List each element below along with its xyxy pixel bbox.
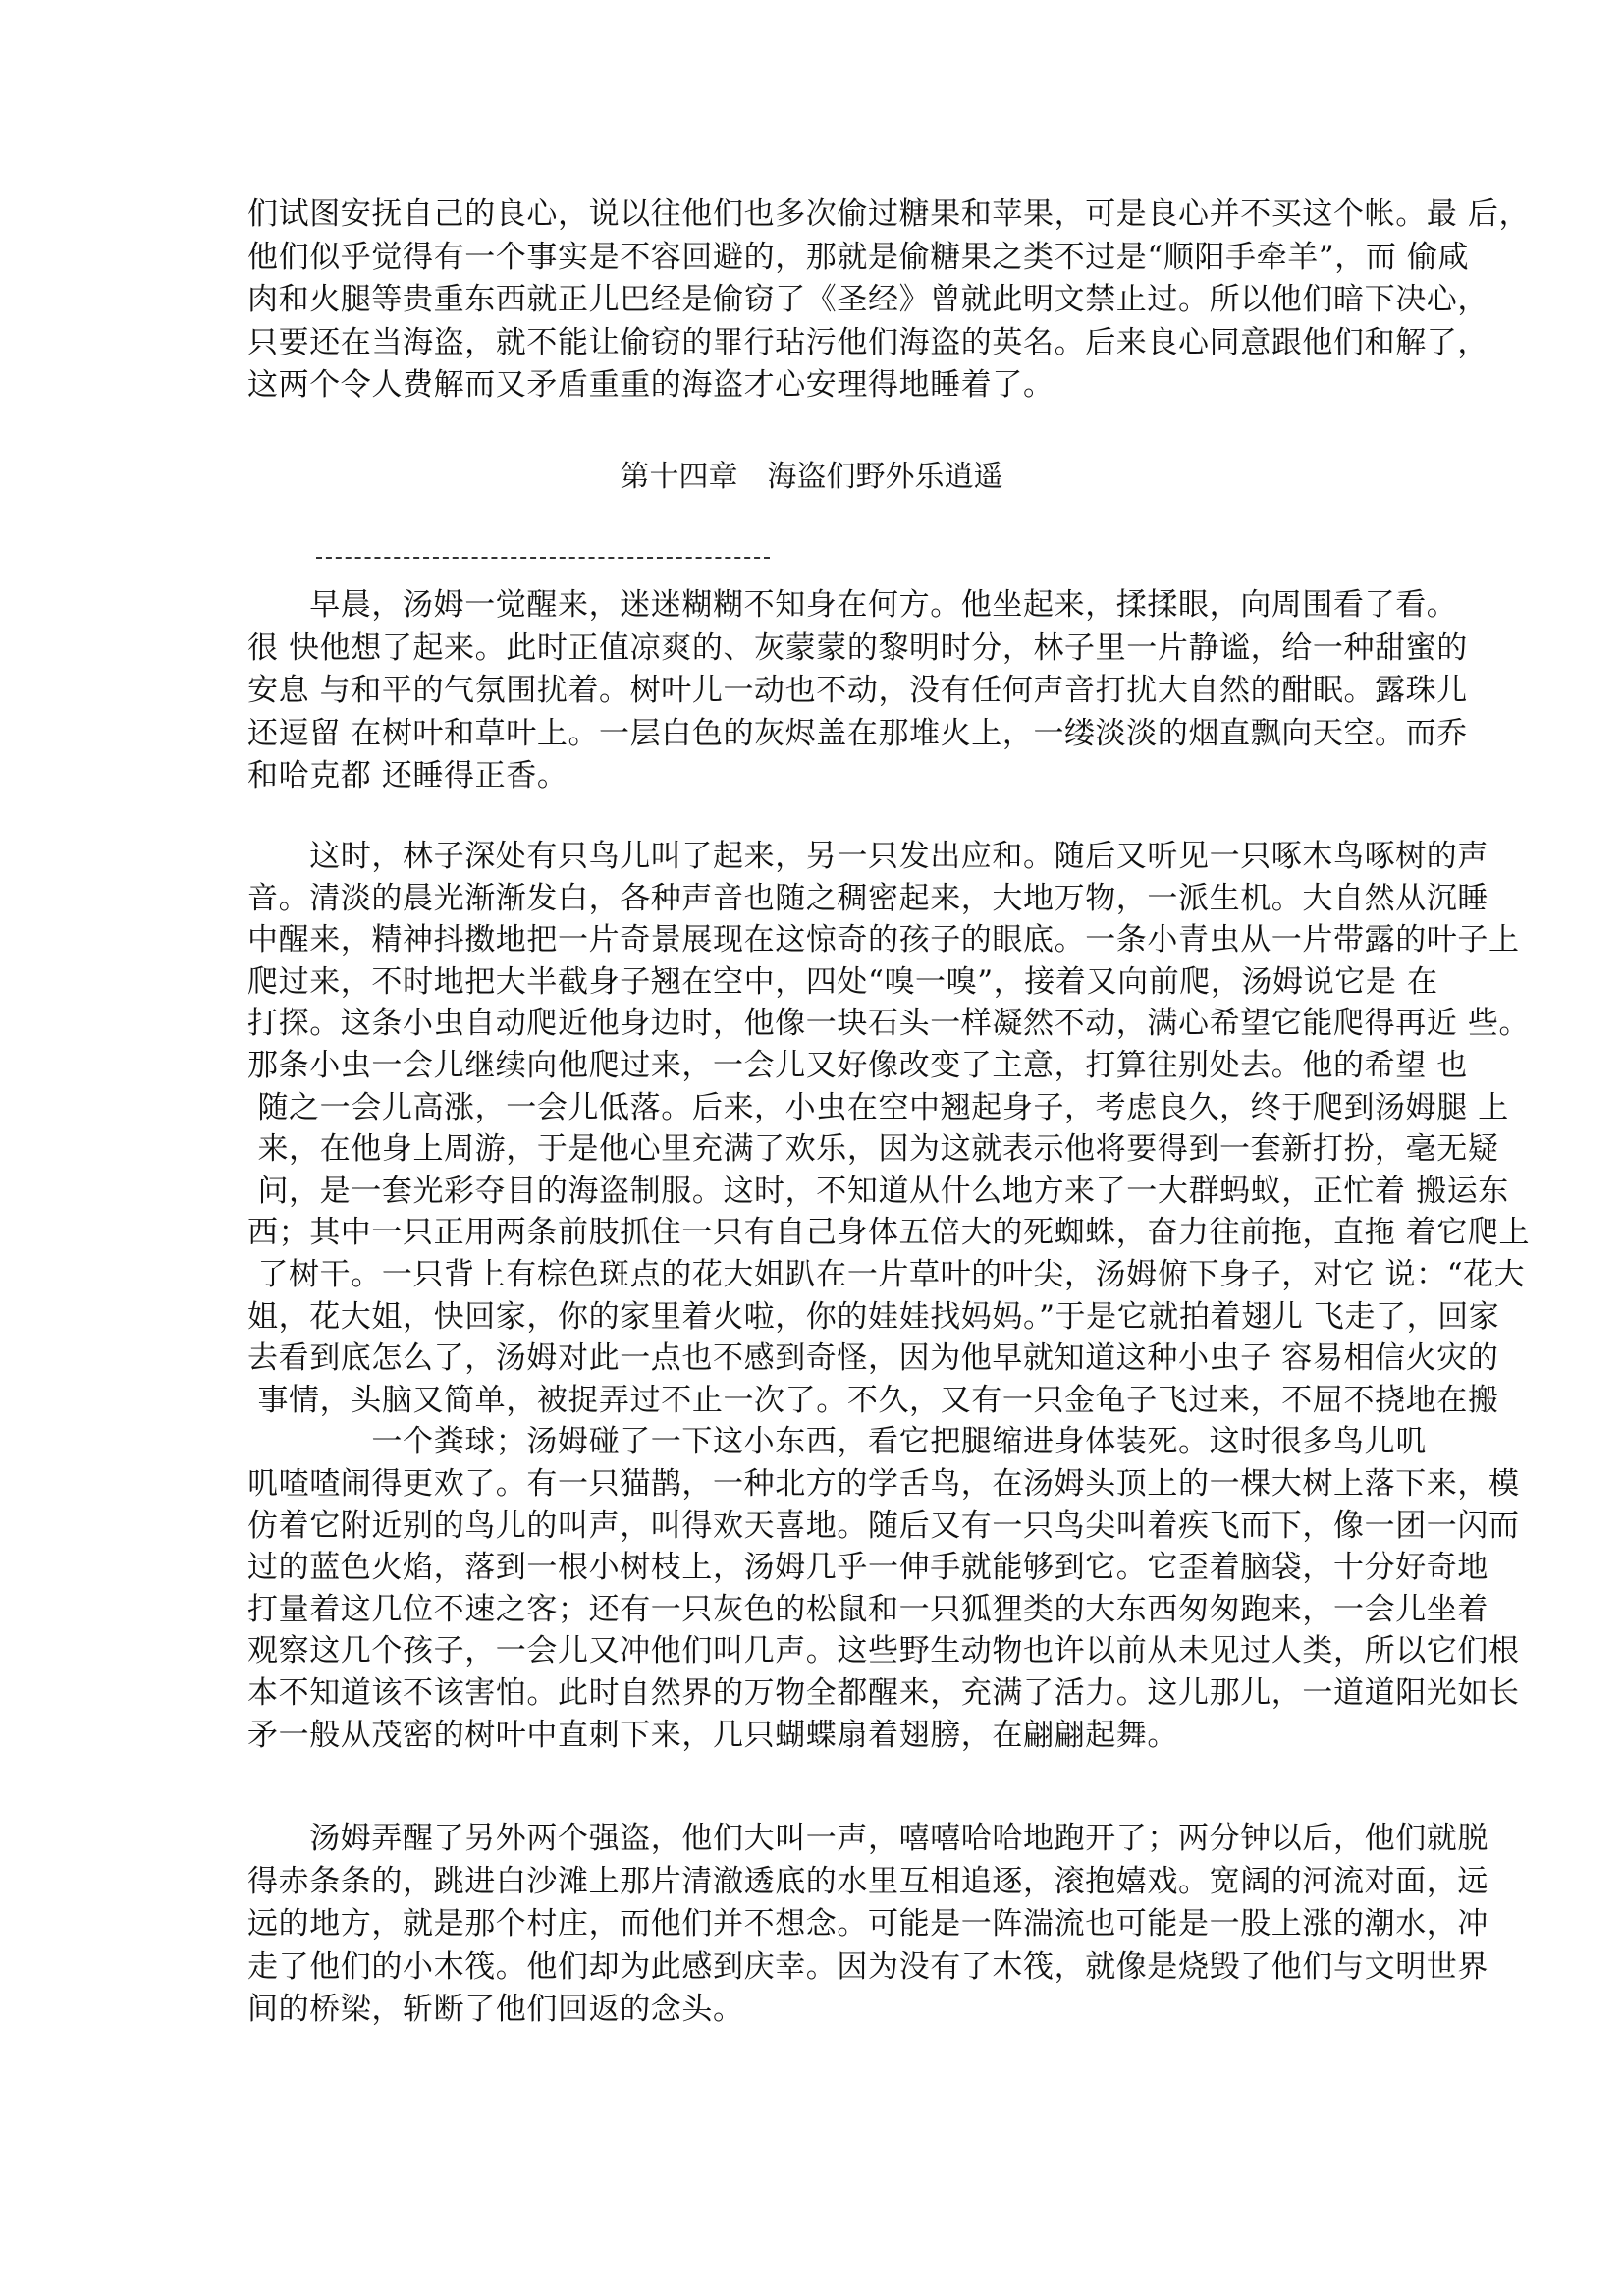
intro-text-line: 这两个令人费解而又矛盾重重的海盗才心安理得地睡着了。 bbox=[247, 367, 1055, 403]
paragraph-2-line: 本不知道该不该害怕。此时自然界的万物全都醒来，充满了活力。这儿那儿，一道道阳光如长 bbox=[247, 1675, 1520, 1711]
paragraph-2-line: 了树干。一只背上有棕色斑点的花大姐趴在一片草叶的叶尖，汤姆俯下身子，对它 说：“花大 bbox=[247, 1257, 1526, 1292]
paragraph-2-line: 矛一般从茂密的树叶中直刺下来，几只蝴蝶扇着翅膀，在翩翩起舞。 bbox=[247, 1717, 1178, 1753]
paragraph-2-line: 一个粪球；汤姆碰了一下这小东西，看它把腿缩进身体装死。这时很多鸟儿叽 bbox=[247, 1424, 1427, 1460]
chapter-title: 第十四章 海盗们野外乐逍遥 bbox=[620, 460, 1003, 494]
paragraph-2-line: 随之一会儿高涨，一会儿低落。后来，小虫在空中翘起身子，考虑良久，终于爬到汤姆腿 上 bbox=[247, 1089, 1509, 1125]
paragraph-2-line: 事情，头脑又简单，被捉弄过不止一次了。不久，又有一只金龟子飞过来，不屈不挠地在搬 bbox=[247, 1382, 1499, 1418]
paragraph-2-line: 打探。这条小虫自动爬近他身边时，他像一块石头一样凝然不动，满心希望它能爬得再近 些。 bbox=[247, 1006, 1531, 1042]
paragraph-1-line: 安息 与和平的气氛围扰着。树叶儿一动也不动，没有任何声音打扰大自然的酣眠。露珠儿 bbox=[247, 673, 1468, 708]
paragraph-3-line: 得赤条条的，跳进白沙滩上那片清澈透底的水里互相追逐，滚抱嬉戏。宽阔的河流对面，远 bbox=[247, 1863, 1488, 1899]
paragraph-2-line: 姐，花大姐，快回家，你的家里着火啦，你的娃娃找妈妈。”于是它就拍着翅儿 飞走了，回家 bbox=[247, 1298, 1500, 1335]
paragraph-2-line: 去看到底怎么了，汤姆对此一点也不感到奇怪，因为他早就知道这种小虫子 容易相信火灾的 bbox=[247, 1340, 1499, 1377]
paragraph-2-line: 这时，林子深处有只鸟儿叫了起来，另一只发出应和。随后又听见一只啄木鸟啄树的声 bbox=[247, 839, 1488, 874]
paragraph-3-line: 远的地方，就是那个村庄，而他们并不想念。可能是一阵湍流也可能是一股上涨的潮水，冲 bbox=[247, 1906, 1488, 1941]
intro-text-line: 肉和火腿等贵重东西就正儿巴经是偷窃了《圣经》曾就此明文禁止过。所以他们暗下决心， bbox=[247, 282, 1488, 317]
paragraph-2-line: 中醒来，精神抖擞地把一片奇景展现在这惊奇的孩子的眼底。一条小青虫从一片带露的叶子上 bbox=[247, 922, 1520, 958]
separator-rule bbox=[316, 557, 770, 559]
intro-text-line: 只要还在当海盗，就不能让偷窃的罪行玷污他们海盗的英名。后来良心同意跟他们和解了， bbox=[247, 324, 1488, 360]
paragraph-2-line: 音。清淡的晨光渐渐发白，各种声音也随之稠密起来，大地万物，一派生机。大自然从沉睡 bbox=[247, 880, 1488, 916]
paragraph-1-line: 早晨，汤姆一觉醒来，迷迷糊糊不知身在何方。他坐起来，揉揉眼，向周围看了看。 bbox=[247, 587, 1458, 623]
paragraph-2-line: 那条小虫一会儿继续向他爬过来，一会儿又好像改变了主意，打算往别处去。他的希望 也 bbox=[247, 1048, 1468, 1083]
intro-text-line: 们试图安抚自己的良心，说以往他们也多次偷过糖果和苹果，可是良心并不买这个帐。最 后， bbox=[247, 196, 1531, 232]
paragraph-2-line: 爬过来，不时地把大半截身子翘在空中，四处“嗅一嗅”，接着又向前爬，汤姆说它是 在 bbox=[247, 963, 1438, 1000]
paragraph-2-line: 仿着它附近别的鸟儿的叫声，叫得欢天喜地。随后又有一只鸟尖叫着疾飞而下，像一团一闪而 bbox=[247, 1507, 1520, 1544]
paragraph-3-line: 间的桥梁，斩断了他们回返的念头。 bbox=[247, 1992, 744, 2027]
paragraph-3-line: 走了他们的小木筏。他们却为此感到庆幸。因为没有了木筏，就像是烧毁了他们与文明世界 bbox=[247, 1948, 1488, 1985]
paragraph-1-line: 和哈克都 还睡得正香。 bbox=[247, 758, 568, 793]
paragraph-2-line: 叽喳喳闹得更欢了。有一只猫鹊，一种北方的学舌鸟，在汤姆头顶上的一棵大树上落下来，模 bbox=[247, 1466, 1520, 1502]
paragraph-2-line: 问，是一套光彩夺目的海盗制服。这时，不知道从什么地方来了一大群蚂蚁，正忙着 搬运东 bbox=[247, 1173, 1509, 1209]
paragraph-2-line: 打量着这几位不速之客；还有一只灰色的松鼠和一只狐狸类的大东西匆匆跑来，一会儿坐着 bbox=[247, 1591, 1488, 1627]
paragraph-2-line: 观察这几个孩子，一会儿又冲他们叫几声。这些野生动物也许以前从未见过人类，所以它们根 bbox=[247, 1633, 1520, 1669]
paragraph-3-line: 汤姆弄醒了另外两个强盗，他们大叫一声，嘻嘻哈哈地跑开了；两分钟以后，他们就脱 bbox=[247, 1821, 1488, 1856]
paragraph-1-line: 还逗留 在树叶和草叶上。一层白色的灰烬盖在那堆火上，一缕淡淡的烟直飘向天空。而乔 bbox=[247, 715, 1468, 751]
paragraph-2-line: 来，在他身上周游，于是他心里充满了欢乐，因为这就表示他将要得到一套新打扮，毫无疑 bbox=[247, 1131, 1499, 1168]
paragraph-1-line: 很 快他想了起来。此时正值凉爽的、灰蒙蒙的黎明时分，林子里一片静谧，给一种甜蜜的 bbox=[247, 629, 1468, 666]
intro-text-line: 他们似乎觉得有一个事实是不容回避的，那就是偷糖果之类不过是“顺阳手牵羊”，而 偷咸 bbox=[247, 239, 1470, 275]
paragraph-2-line: 过的蓝色火焰，落到一根小树枝上，汤姆几乎一伸手就能够到它。它歪着脑袋，十分好奇地 bbox=[247, 1550, 1488, 1586]
paragraph-2-line: 西；其中一只正用两条前肢抓住一只有自己身体五倍大的死蜘蛛，奋力往前拖，直拖 着它爬上 bbox=[247, 1215, 1531, 1251]
